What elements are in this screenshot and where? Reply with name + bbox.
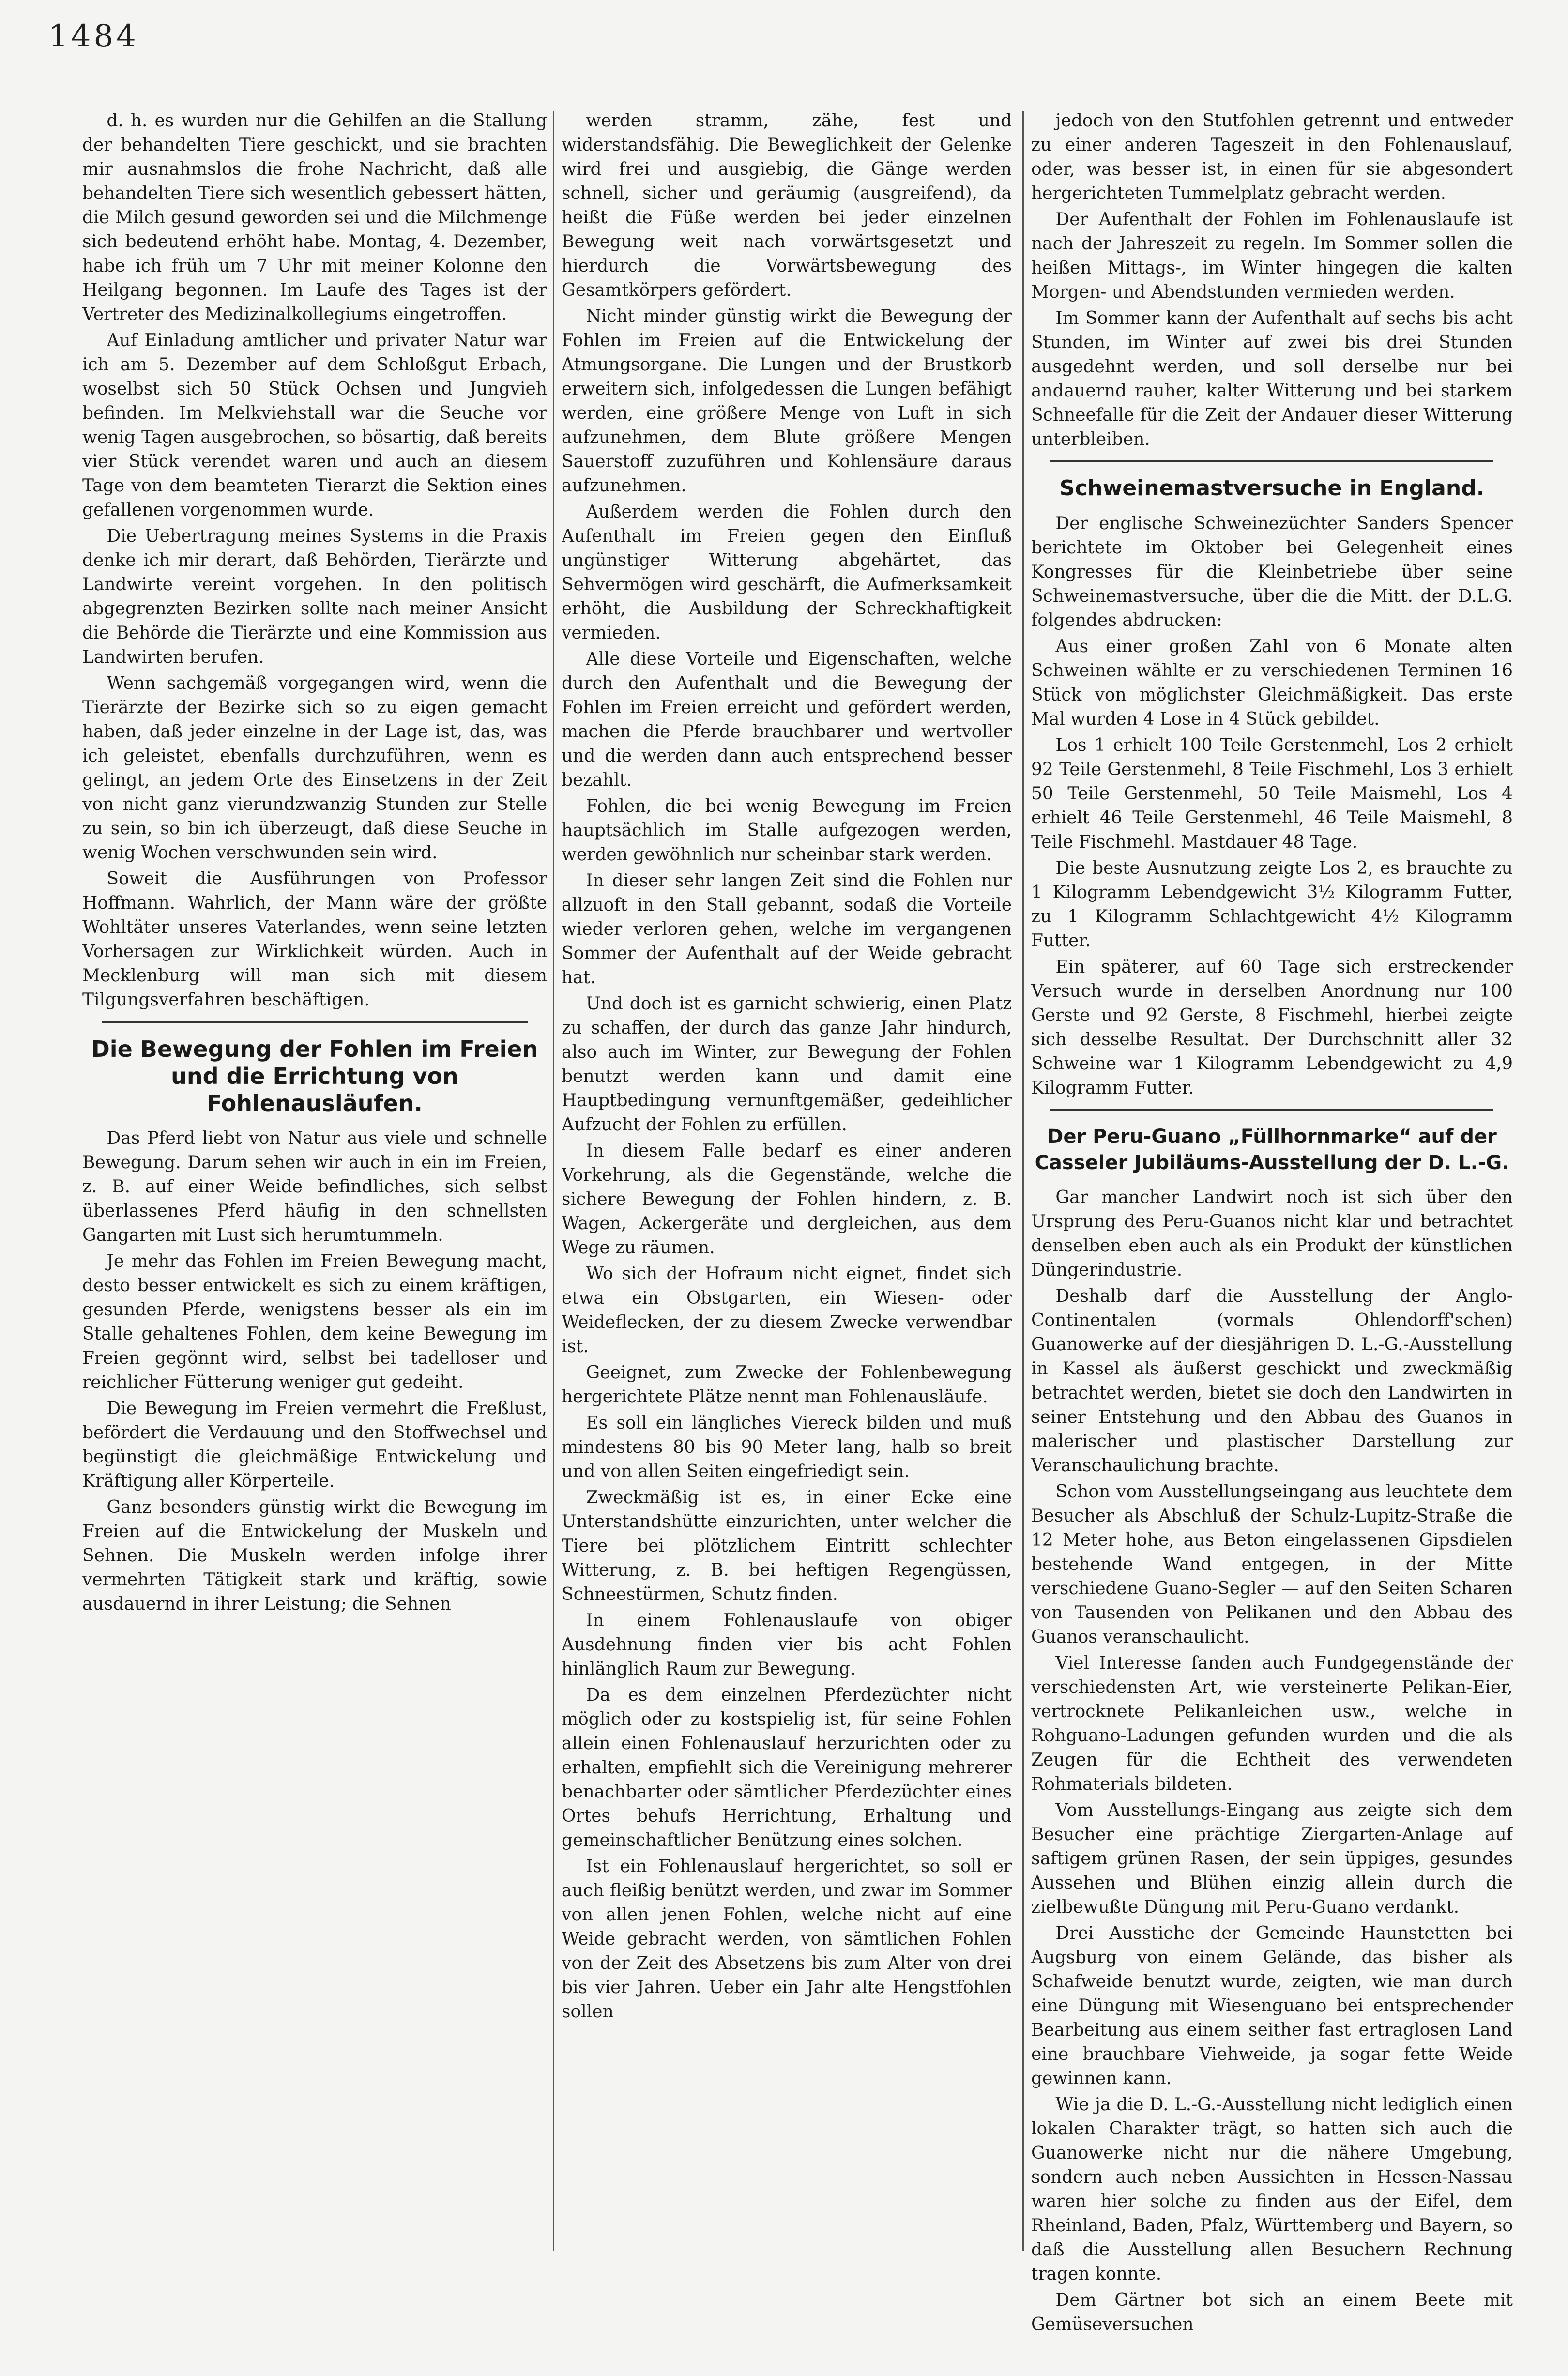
paragraph: Drei Ausstiche der Gemeinde Haunstetten bei Augsburg von einem Gelände, das bisher als Schafweide benutzt wurde, zeigten, wie man durch eine Düngung mit Wiesenguano bei entsprechender Bearbeitung aus einem seither fast ertraglosen Land eine brauchbare Viehweide, ja sogar fette Weide gewinnen kann. xyxy=(1031,1923,1513,2088)
section-separator xyxy=(1050,1109,1493,1111)
article-heading: Schweinemastversuche in England. xyxy=(1059,476,1485,501)
paragraph: Auf Einladung amtlicher und privater Natur war ich am 5. Dezember auf dem Schloßgut Erbach, woselbst sich 50 Stück Ochsen und Jungvieh befinden. Im Melkviehstall war die Seuche vor wenig Tagen ausgebrochen, so bösartig, daß bereits vier Stück verendet waren und auch an diesem Tage von dem beamteten Tierarzt die Sektion eines gefallenen vorgenommen wurde. xyxy=(82,331,547,520)
paragraph: werden stramm, zähe, fest und widerstandsfähig. Die Beweglichkeit der Gelenke wird frei und ausgiebig, die Gänge werden schnell, sicher und geräumig (ausgreifend), da heißt die Füße werden bei jeder einzelnen Bewegung weit nach vorwärtsgesetzt und hierdurch die Vorwärtsbewegung des Gesamtkörpers gefördert. xyxy=(562,111,1012,300)
paragraph: Außerdem werden die Fohlen durch den Aufenthalt im Freien gegen den Einfluß ungünstiger Witterung abgehärtet, das Sehvermögen wird geschärft, die Aufmerksamkeit erhöht, die Ausbildung der Schreckhaftigkeit vermieden. xyxy=(562,502,1012,643)
paragraph: Wie ja die D. L.-G.-Ausstellung nicht lediglich einen lokalen Charakter trägt, so hatten sich auch die Guanowerke nicht nur die nähere Umgebung, sondern auch neben Aussichten in Hessen-Nassau waren hier solche zu finden aus der Eifel, dem Rheinland, Baden, Pfalz, Württemberg und Bayern, so daß die Ausstellung allen Besuchern Rechnung tragen konnte. xyxy=(1031,2095,1513,2284)
paragraph: d. h. es wurden nur die Gehilfen an die Stallung der behandelten Tiere geschickt, und sie brachten mir ausnahmslos die frohe Nachricht, daß alle behandelten Tiere sich wesentlich gebessert hätten, die Milch gesund geworden sei und die Milchmenge sich bedeutend erhöht habe. Montag, 4. Dezember, habe ich früh um 7 Uhr mit meiner Kolonne den Heilgang begonnen. Im Laufe des Tages ist der Vertreter des Medizinalkollegiums eingetroffen. xyxy=(82,111,547,324)
paragraph: Wenn sachgemäß vorgegangen wird, wenn die Tierärzte der Bezirke sich so zu eigen gemacht haben, daß jeder einzelne in der Lage ist, das, was ich geleistet, ebenfalls durchzuführen, wenn es gelingt, an jedem Orte des Einsetzens in der Zeit von nicht ganz vierundzwanzig Stunden zur Stelle zu sein, so bin ich überzeugt, daß diese Seuche in wenig Wochen verschwunden sein wird. xyxy=(82,673,547,863)
paragraph: Wo sich der Hofraum nicht eignet, findet sich etwa ein Obstgarten, ein Wiesen- oder Weideflecken, der zu diesem Zwecke verwendbar ist. xyxy=(562,1264,1012,1356)
page-number: 1484 xyxy=(48,18,139,54)
paragraph: Dem Gärtner bot sich an einem Beete mit Gemüseversuchen xyxy=(1031,2290,1513,2334)
article-heading: Der Peru-Guano „Füllhornmarke“ auf der Casseler Jubiläums-Ausstellung der D. L.-G. xyxy=(1035,1126,1509,1174)
paragraph: Vom Ausstellungs-Eingang aus zeigte sich dem Besucher eine prächtige Ziergarten-Anlage auf saftigem grünen Rasen, der sein üppiges, gesundes Aussehen und Blühen einzig allein durch die zielbewußte Düngung mit Peru-Guano verdankt. xyxy=(1031,1800,1513,1917)
paragraph: jedoch von den Stutfohlen getrennt und entweder zu einer anderen Tageszeit in den Fohlenauslauf, oder, was besser ist, in einen für sie abgesondert hergerichteten Tummelplatz gebracht werden. xyxy=(1031,111,1513,203)
column-3 xyxy=(1031,109,1513,2336)
paragraph: Die beste Ausnutzung zeigte Los 2, es brauchte zu 1 Kilogramm Lebendgewicht 3½ Kilogramm Futter, zu 1 Kilogramm Schlachtgewicht 4½ Kilogramm Futter. xyxy=(1031,858,1513,951)
column-2 xyxy=(562,109,1012,2336)
paragraph: Da es dem einzelnen Pferdezüchter nicht möglich oder zu kostspielig ist, für seine Fohlen allein einen Fohlenauslauf herzurichten oder zu erhalten, empfiehlt sich die Vereinigung mehrerer benachbarter oder sämtlicher Pferdezüchter eines Ortes behufs Herrichtung, Erhaltung und gemeinschaftlicher Benützung eines solchen. xyxy=(562,1685,1012,1850)
paragraph: Ist ein Fohlenauslauf hergerichtet, so soll er auch fleißig benützt werden, und zwar im Sommer von allen jenen Fohlen, welche nicht auf eine Weide gebracht werden, von sämtlichen Fohlen von der Zeit des Absetzens bis zum Alter von drei bis vier Jahren. Ueber ein Jahr alte Hengstfohlen sollen xyxy=(562,1857,1012,2022)
column-divider xyxy=(1022,111,1024,2251)
column-1 xyxy=(82,109,547,2336)
paragraph: Die Bewegung im Freien vermehrt die Freßlust, befördert die Verdauung und den Stoffwechsel und begünstigt die gleichmäßige Entwickelung und Kräftigung aller Körperteile. xyxy=(82,1399,547,1491)
paragraph: Deshalb darf die Ausstellung der Anglo-Continentalen (vormals Ohlendorff'schen) Guanowerke auf der diesjährigen D. L.-G.-Ausstellung in Kassel als äußerst geschickt und zweckmäßig betrachtet werden, bietet sie doch den Landwirten in seiner Entstehung und den Abbau des Guanos in malerischer und plastischer Darstellung zur Veranschaulichung brachte. xyxy=(1031,1286,1513,1476)
paragraph: Zweckmäßig ist es, in einer Ecke eine Unterstandshütte einzurichten, unter welcher die Tiere bei plötzlichem Eintritt schlechter Witterung, z. B. bei heftigen Regengüssen, Schneestürmen, Schutz finden. xyxy=(562,1488,1012,1604)
paragraph: Viel Interesse fanden auch Fundgegenstände der verschiedensten Art, wie versteinerte Pelikan-Eier, vertrocknete Pelikanleichen usw., welche in Rohguano-Ladungen gefunden wurden und die als Zeugen für die Echtheit des verwendeten Rohmaterials bildeten. xyxy=(1031,1653,1513,1794)
paragraph: In diesem Falle bedarf es einer anderen Vorkehrung, als die Gegenstände, welche die sichere Bewegung der Fohlen hindern, z. B. Wagen, Ackergeräte und dergleichen, aus dem Wege zu räumen. xyxy=(562,1141,1012,1258)
paragraph: Nicht minder günstig wirkt die Bewegung der Fohlen im Freien auf die Entwickelung der Atmungsorgane. Die Lungen und der Brustkorb erweitern sich, infolgedessen die Lungen befähigt werden, eine größere Menge von Luft in sich aufzunehmen, dem Blute größere Mengen Sauerstoff zuzuführen und Kohlensäure daraus aufzunehmen. xyxy=(562,306,1012,496)
paragraph: Der Aufenthalt der Fohlen im Fohlenauslaufe ist nach der Jahreszeit zu regeln. Im Sommer sollen die heißen Mittags-, im Winter hingegen die kalten Morgen- und Abendstunden vermieden werden. xyxy=(1031,210,1513,302)
paragraph: In einem Fohlenauslaufe von obiger Ausdehnung finden vier bis acht Fohlen hinlänglich Raum zur Bewegung. xyxy=(562,1611,1012,1679)
paragraph: Im Sommer kann der Aufenthalt auf sechs bis acht Stunden, im Winter auf zwei bis drei Stunden ausgedehnt werden, und soll derselbe nur bei andauernd rauher, kalter Witterung und bei starkem Schneefalle für die Zeit der Andauer dieser Witterung unterbleiben. xyxy=(1031,308,1513,449)
paragraph: Es soll ein längliches Viereck bilden und muß mindestens 80 bis 90 Meter lang, halb so breit und von allen Seiten eingefriedigt sein. xyxy=(562,1413,1012,1481)
paragraph: Die Uebertragung meines Systems in die Praxis denke ich mir derart, daß Behörden, Tierärzte und Landwirte vereint vorgehen. In den politisch abgegrenzten Bezirken sollte nach meiner Ansicht die Behörde die Tierärzte und eine Kommission aus Landwirten berufen. xyxy=(82,526,547,667)
paragraph: Das Pferd liebt von Natur aus viele und schnelle Bewegung. Darum sehen wir auch in ein im Freien, z. B. auf einer Weide befindliches, sich selbst überlassenes Pferd häufig in den schnellsten Gangarten mit Lust sich herumtummeln. xyxy=(82,1128,547,1245)
paragraph: Ein späterer, auf 60 Tage sich erstreckender Versuch wurde in derselben Anordnung nur 100 Gerste und 92 Gerste, 8 Fischmehl, hierbei zeigte sich desselbe Resultat. Der Durchschnitt aller 32 Schweine war 1 Kilogramm Lebendgewicht zu 4,9 Kilogramm Futter. xyxy=(1031,957,1513,1098)
paragraph: Aus einer großen Zahl von 6 Monate alten Schweinen wählte er zu verschiedenen Terminen 16 Stück von möglichster Gleichmäßigkeit. Das erste Mal wurden 4 Lose in 4 Stück gebildet. xyxy=(1031,637,1513,729)
section-separator xyxy=(102,1021,528,1023)
paragraph: Soweit die Ausführungen von Professor Hoffmann. Wahrlich, der Mann wäre der größte Wohltäter unseres Vaterlandes, wenn seine letzten Vorhersagen zur Wirklichkeit würden. Auch in Mecklenburg will man sich mit diesem Tilgungsverfahren beschäftigen. xyxy=(82,869,547,1010)
paragraph: Gar mancher Landwirt noch ist sich über den Ursprung des Peru-Guanos nicht klar und betrachtet denselben eben auch als ein Produkt der künstlichen Düngerindustrie. xyxy=(1031,1188,1513,1280)
paragraph: Je mehr das Fohlen im Freien Bewegung macht, desto besser entwickelt es sich zu einem kräftigen, gesunden Pferde, wenigstens besser als ein im Stalle gehaltenes Fohlen, dem keine Bewegung im Freien gegönnt wird, selbst bei tadelloser und reichlicher Fütterung weniger gut gedeiht. xyxy=(82,1251,547,1392)
paragraph: Und doch ist es garnicht schwierig, einen Platz zu schaffen, der durch das ganze Jahr hindurch, also auch im Winter, zur Bewegung der Fohlen benutzt werden kann und damit eine Hauptbedingung vernunftgemäßer, gedeihlicher Aufzucht der Fohlen zu erfüllen. xyxy=(562,994,1012,1135)
section-separator xyxy=(1050,460,1493,462)
article-heading: Die Bewegung der Fohlen im Freien und die Errichtung von Fohlenausläufen. xyxy=(91,1036,538,1116)
column-divider xyxy=(553,111,554,2251)
paragraph: Der englische Schweinezüchter Sanders Spencer berichtete im Oktober bei Gelegenheit eines Kongresses für die Kleinbetriebe über seine Schweinemastversuche, über die die Mitt. der D.L.G. folgendes abdrucken: xyxy=(1031,514,1513,630)
paragraph: Geeignet, zum Zwecke der Fohlenbewegung hergerichtete Plätze nennt man Fohlenausläufe. xyxy=(562,1363,1012,1407)
paragraph: Los 1 erhielt 100 Teile Gerstenmehl, Los 2 erhielt 92 Teile Gerstenmehl, 8 Teile Fischmehl, Los 3 erhielt 50 Teile Gerstenmehl, 50 Teile Maismehl, Los 4 erhielt 46 Teile Gerstenmehl, 46 Teile Maismehl, 8 Teile Fischmehl. Mastdauer 48 Tage. xyxy=(1031,735,1513,852)
paragraph: Fohlen, die bei wenig Bewegung im Freien hauptsächlich im Stalle aufgezogen werden, werden gewöhnlich nur scheinbar stark werden. xyxy=(562,796,1012,865)
paragraph: In dieser sehr langen Zeit sind die Fohlen nur allzuoft in den Stall gebannt, sodaß die Vorteile wieder verloren gehen, welche im vergangenen Sommer der Aufenthalt auf der Weide gebracht hat. xyxy=(562,871,1012,988)
paragraph: Schon vom Ausstellungseingang aus leuchtete dem Besucher als Abschluß der Schulz-Lupitz-Straße die 12 Meter hohe, aus Beton eingelassenen Gipsdielen bestehende Wand entgegen, in der Mitte verschiedene Guano-Segler — auf den Seiten Scharen von Tausenden von Pelikanen und den Abbau des Guanos veranschaulicht. xyxy=(1031,1482,1513,1647)
paragraph: Alle diese Vorteile und Eigenschaften, welche durch den Aufenthalt und die Bewegung der Fohlen im Freien erreicht und gefördert werden, machen die Pferde brauchbarer und wertvoller und die werden dann auch entsprechend besser bezahlt. xyxy=(562,649,1012,790)
paragraph: Ganz besonders günstig wirkt die Bewegung im Freien auf die Entwickelung der Muskeln und Sehnen. Die Muskeln werden infolge ihrer vermehrten Tätigkeit stark und kräftig, sowie ausdauernd in ihrer Leistung; die Sehnen xyxy=(82,1497,547,1614)
